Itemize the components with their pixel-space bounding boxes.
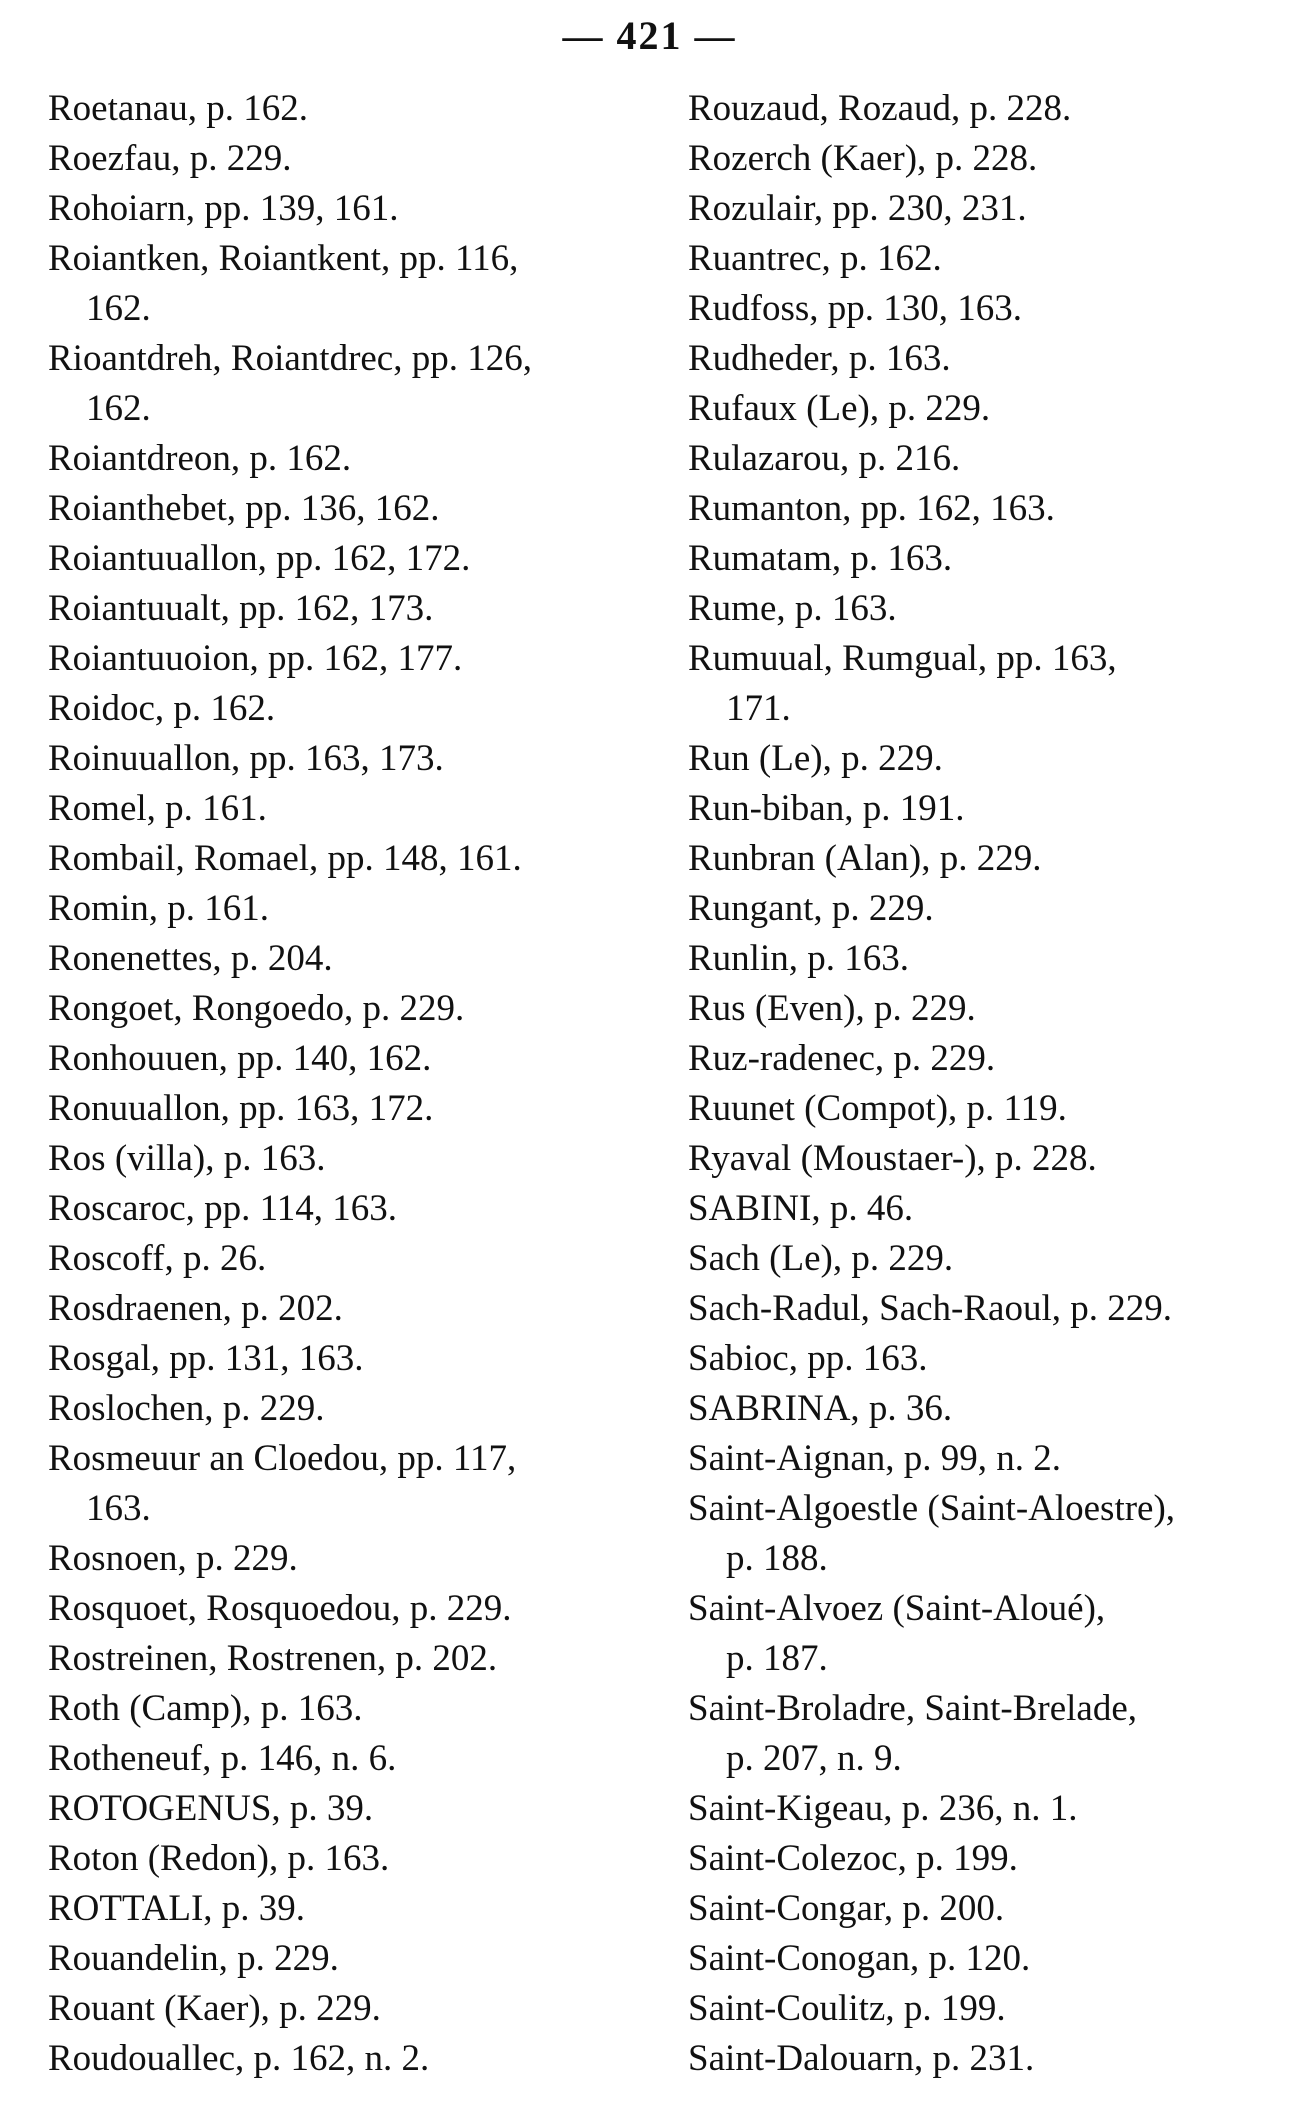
index-entry [688,1334,1288,1384]
index-entry-text: Rouandelin, p. 229. [48,1938,339,1979]
index-entry [48,1134,648,1184]
index-entry [48,884,648,934]
index-entry [688,84,1288,134]
index-entry [48,984,648,1034]
index-entry [688,234,1288,284]
index-entry-text: Saint-Kigeau, p. 236, n. 1. [688,1788,1078,1829]
index-entry [688,534,1288,584]
index-entry-text: Rotheneuf, p. 146, n. 6. [48,1738,397,1779]
index-entry [688,584,1288,634]
index-entry [48,134,648,184]
index-entry [48,434,648,484]
index-entry-text: Rudfoss, pp. 130, 163. [688,288,1023,329]
index-entry-text: Runbran (Alan), p. 229. [688,838,1042,879]
index-column-left [48,84,648,2084]
index-entry-continuation: p. 188. [726,1538,828,1579]
index-entry [688,1234,1288,1284]
index-entry-text: Run-biban, p. 191. [688,788,965,829]
index-entry-text: Roezfau, p. 229. [48,138,292,179]
index-entry [48,1784,648,1834]
index-entry-text: Rulazarou, p. 216. [688,438,961,479]
index-entry [688,1484,1288,1584]
index-entry-text: Ronenettes, p. 204. [48,938,333,979]
index-entry [48,534,648,584]
index-entry-text: Rombail, Romael, pp. 148, 161. [48,838,522,879]
index-entry [688,934,1288,984]
index-entry-text: Saint-Dalouarn, p. 231. [688,2038,1035,2079]
index-entry-text: ROTOGENUS, p. 39. [48,1788,374,1829]
index-entry-text: Sach-Radul, Sach-Raoul, p. 229. [688,1288,1172,1329]
index-entry [48,1684,648,1734]
index-entry [688,334,1288,384]
index-entry [688,984,1288,1034]
index-entry-continuation: 162. [86,388,151,429]
index-entry [48,1984,648,2034]
index-entry [688,1834,1288,1884]
index-entry [48,184,648,234]
index-entry [688,1384,1288,1434]
index-entry-text: Romel, p. 161. [48,788,267,829]
index-entry-text: Rozerch (Kaer), p. 228. [688,138,1038,179]
index-entry [48,1584,648,1634]
index-entry [688,184,1288,234]
index-entry [48,234,648,334]
index-entry-text: Rudheder, p. 163. [688,338,951,379]
index-entry-text: Saint-Conogan, p. 120. [688,1938,1031,1979]
index-entry [48,1184,648,1234]
index-entry [48,734,648,784]
index-entry-text: Roiantken, Roiantkent, pp. 116, [48,238,519,279]
index-entry [48,84,648,134]
index-entry [688,484,1288,534]
index-entry-text: Ruantrec, p. 162. [688,238,942,279]
index-entry [688,734,1288,784]
index-entry-text: SABRINA, p. 36. [688,1388,953,1429]
index-entry-text: Rus (Even), p. 229. [688,988,976,1029]
index-entry [688,1084,1288,1134]
index-entry-text: Roscoff, p. 26. [48,1238,267,1279]
index-entry [688,284,1288,334]
index-entry [688,1034,1288,1084]
index-entry-continuation: 163. [86,1488,151,1529]
index-entry-text: Ronuuallon, pp. 163, 172. [48,1088,434,1129]
index-entry-text: Sach (Le), p. 229. [688,1238,954,1279]
index-entry-text: Saint-Coulitz, p. 199. [688,1988,1006,2029]
index-entry-text: Roton (Redon), p. 163. [48,1838,390,1879]
index-entry-text: Saint-Algoestle (Saint-Aloestre), [688,1488,1176,1529]
index-entry-text: Rosnoen, p. 229. [48,1538,298,1579]
index-entry-text: Runlin, p. 163. [688,938,909,979]
index-entry-text: Saint-Broladre, Saint-Brelade, [688,1688,1138,1729]
index-entry [48,1434,648,1534]
index-entry [48,1884,648,1934]
index-entry-text: Ryaval (Moustaer-), p. 228. [688,1138,1097,1179]
index-entry [48,634,648,684]
index-entry-text: SABINI, p. 46. [688,1188,914,1229]
index-entry [688,1134,1288,1184]
index-entry [688,1184,1288,1234]
index-column-right [688,84,1288,2084]
index-entry-text: Roiantuuallon, pp. 162, 172. [48,538,471,579]
page-number: — 421 — [562,13,737,58]
index-entry-continuation: p. 207, n. 9. [726,1738,902,1779]
index-entry [688,134,1288,184]
index-entry [688,434,1288,484]
index-entry-text: Ruunet (Compot), p. 119. [688,1088,1067,1129]
index-entry-text: Rouant (Kaer), p. 229. [48,1988,381,2029]
index-entry-text: Roscaroc, pp. 114, 163. [48,1188,398,1229]
index-entry-text: Rumatam, p. 163. [688,538,953,579]
index-entry-text: Rufaux (Le), p. 229. [688,388,991,429]
index-entry [48,1534,648,1584]
index-entry-text: Roiantuualt, pp. 162, 173. [48,588,434,629]
index-entry [48,584,648,634]
index-entry-text: Roudouallec, p. 162, n. 2. [48,2038,430,2079]
index-entry-text: Rioantdreh, Roiantdrec, pp. 126, [48,338,532,379]
index-entry [688,1584,1288,1684]
index-entry-text: Rostreinen, Rostrenen, p. 202. [48,1638,498,1679]
index-entry [48,2034,648,2084]
index-entry-text: Roianthebet, pp. 136, 162. [48,488,440,529]
index-entry-text: Ros (villa), p. 163. [48,1138,326,1179]
index-entry-text: Rumuual, Rumgual, pp. 163, [688,638,1117,679]
index-entry-text: Roidoc, p. 162. [48,688,276,729]
index-entry [48,1334,648,1384]
index-entry [688,1434,1288,1484]
index-entry [688,884,1288,934]
index-entry [48,784,648,834]
index-entry [688,834,1288,884]
index-entry-text: Rungant, p. 229. [688,888,934,929]
index-entry [48,484,648,534]
index-entry-text: Roinuuallon, pp. 163, 173. [48,738,444,779]
index-entry [688,1684,1288,1784]
index-entry [688,1784,1288,1834]
index-entry-text: Rosgal, pp. 131, 163. [48,1338,364,1379]
index-entry [48,834,648,884]
index-entry [48,1734,648,1784]
index-entry-text: Roslochen, p. 229. [48,1388,325,1429]
index-entry-text: Ruz-radenec, p. 229. [688,1038,996,1079]
index-entry-text: Rouzaud, Rozaud, p. 228. [688,88,1072,129]
index-entry [688,1934,1288,1984]
index-entry [48,334,648,434]
index-entry [48,1034,648,1084]
index-entry [688,384,1288,434]
index-entry [48,684,648,734]
index-entry-text: Ronhouuen, pp. 140, 162. [48,1038,432,1079]
index-entry [688,1284,1288,1334]
index-entry-text: ROTTALI, p. 39. [48,1888,306,1929]
index-entry-text: Saint-Aignan, p. 99, n. 2. [688,1438,1062,1479]
index-entry [48,1634,648,1684]
index-entry-continuation: 162. [86,288,151,329]
index-entry-text: Roiantdreon, p. 162. [48,438,352,479]
index-entry [48,1234,648,1284]
index-entry-continuation: p. 187. [726,1638,828,1679]
index-entry [48,1384,648,1434]
index-entry [48,1934,648,1984]
index-entry [688,784,1288,834]
index-entry [48,1084,648,1134]
index-entry [48,1284,648,1334]
index-entry-text: Rosmeuur an Cloedou, pp. 117, [48,1438,517,1479]
index-entry-text: Sabioc, pp. 163. [688,1338,928,1379]
index-entry-text: Saint-Congar, p. 200. [688,1888,1005,1929]
index-entry [48,934,648,984]
index-entry [688,2034,1288,2084]
index-entry [688,1984,1288,2034]
index-entry-text: Rosquoet, Rosquoedou, p. 229. [48,1588,512,1629]
index-entry-text: Rosdraenen, p. 202. [48,1288,343,1329]
index-entry-text: Saint-Alvoez (Saint-Aloué), [688,1588,1106,1629]
index-entry-text: Roth (Camp), p. 163. [48,1688,363,1729]
index-entry-text: Saint-Colezoc, p. 199. [688,1838,1018,1879]
index-entry [688,1884,1288,1934]
index-entry-text: Run (Le), p. 229. [688,738,943,779]
index-entry-text: Rume, p. 163. [688,588,897,629]
index-entry-text: Rumanton, pp. 162, 163. [688,488,1055,529]
index-entry-text: Roetanau, p. 162. [48,88,308,129]
index-entry [688,634,1288,734]
index-entry-text: Roiantuuoion, pp. 162, 177. [48,638,463,679]
index-entry-text: Romin, p. 161. [48,888,269,929]
index-entry-text: Rongoet, Rongoedo, p. 229. [48,988,465,1029]
index-entry-continuation: 171. [726,688,791,729]
index-entry-text: Rozulair, pp. 230, 231. [688,188,1027,229]
index-entry [48,1834,648,1884]
index-entry-text: Rohoiarn, pp. 139, 161. [48,188,399,229]
